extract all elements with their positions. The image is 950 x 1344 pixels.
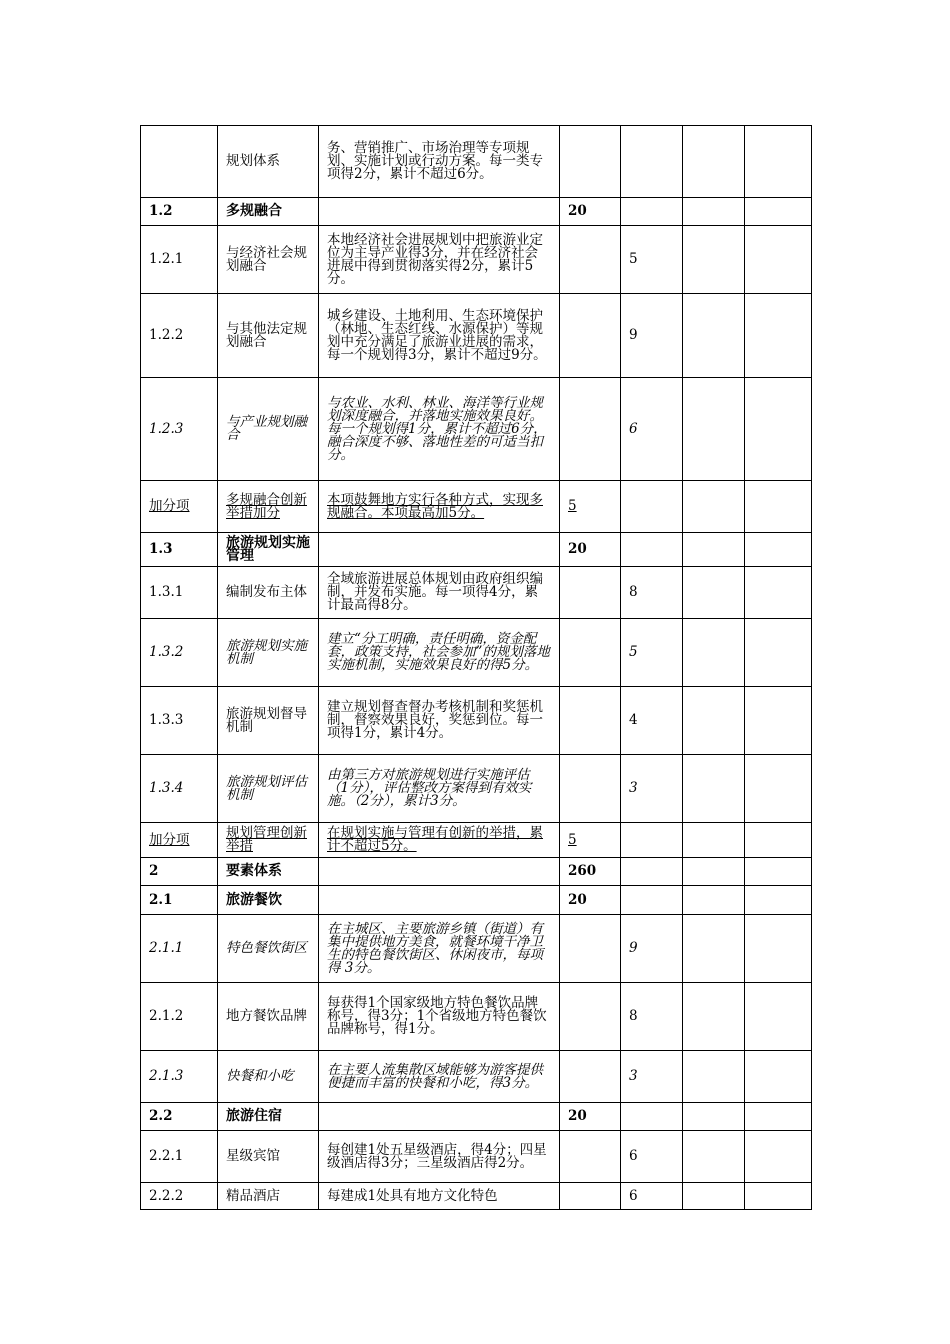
item-name-text: 与其他法定规划融合	[226, 320, 307, 350]
criteria-text: 在主城区、主要旅游乡镇（街道）有集中提供地方美食，就餐环境干净卫生的特色餐饮街区、休闲夜市，每项得 3分。	[327, 920, 543, 976]
item-name-text: 旅游餐饮	[226, 891, 282, 908]
table-row	[141, 533, 812, 567]
item-name-text: 规划体系	[226, 153, 280, 169]
item-code-text: 2.2	[149, 1108, 173, 1124]
item-name-text: 与经济社会规划融合	[226, 244, 307, 274]
empty-cell	[683, 1103, 745, 1131]
criteria-cell	[319, 533, 560, 567]
item-name-text: 多规融合创新举措加分	[226, 491, 307, 521]
item-code-cell	[141, 1183, 218, 1210]
item-score-text: 4	[629, 712, 638, 728]
item-name-cell	[218, 823, 319, 858]
total-score-cell	[560, 983, 621, 1051]
item-code-text: 1.3.1	[149, 584, 184, 600]
item-score-cell	[621, 198, 683, 226]
empty-cell	[683, 1051, 745, 1103]
empty-cell	[745, 1131, 812, 1183]
criteria-text: 与农业、水利、林业、海洋等行业规划深度融合，并落地实施效果良好。每一个规划得1分，累计不超过6分，融合深度不够、落地性差的可适当扣分。	[327, 394, 547, 463]
empty-cell	[683, 226, 745, 294]
item-code-text: 1.2	[149, 203, 173, 219]
empty-cell	[745, 198, 812, 226]
empty-cell	[683, 294, 745, 378]
empty-cell	[683, 915, 745, 983]
item-name-cell	[218, 915, 319, 983]
item-code-cell	[141, 915, 218, 983]
criteria-cell	[319, 1131, 560, 1183]
item-score-cell	[621, 1051, 683, 1103]
item-code-text: 1.2.1	[149, 251, 184, 267]
empty-cell	[745, 1103, 812, 1131]
item-score-text: 6	[629, 1148, 638, 1164]
criteria-text: 建立“分工明确，责任明确，资金配套，政策支持，社会参加”的规划落地实施机制，实施效果良好的得5分。	[327, 631, 550, 673]
empty-cell	[683, 481, 745, 533]
item-name-cell	[218, 1103, 319, 1131]
item-code-text: 1.3	[149, 541, 173, 557]
empty-cell	[683, 755, 745, 823]
item-name-text: 旅游规划实施管理	[226, 534, 310, 564]
total-score-cell	[560, 687, 621, 755]
scoring-table	[140, 125, 812, 1210]
item-score-text: 8	[629, 1008, 638, 1024]
criteria-cell	[319, 755, 560, 823]
item-code-cell	[141, 1103, 218, 1131]
item-name-cell	[218, 858, 319, 886]
table-row	[141, 1103, 812, 1131]
empty-cell	[745, 126, 812, 198]
total-score-cell	[560, 294, 621, 378]
item-score-text: 3	[629, 780, 638, 796]
total-score-text: 20	[568, 1108, 587, 1124]
item-name-cell	[218, 481, 319, 533]
empty-cell	[745, 1183, 812, 1210]
empty-cell	[683, 378, 745, 481]
total-score-cell	[560, 378, 621, 481]
item-name-cell	[218, 619, 319, 687]
item-name-cell	[218, 1131, 319, 1183]
criteria-cell	[319, 1051, 560, 1103]
criteria-cell	[319, 378, 560, 481]
criteria-text: 在规划实施与管理有创新的举措，累计不超过5分。	[327, 825, 543, 854]
total-score-cell	[560, 858, 621, 886]
item-score-text: 3	[629, 1068, 638, 1084]
empty-cell	[683, 1183, 745, 1210]
item-score-cell	[621, 1103, 683, 1131]
criteria-text: 本地经济社会进展规划中把旅游业定位为主导产业得3分，并在经济社会进展中得到贯彻落实得2分，累计5分。	[327, 231, 543, 287]
item-code-text: 1.2.2	[149, 327, 184, 343]
item-name-cell	[218, 226, 319, 294]
item-score-cell	[621, 858, 683, 886]
empty-cell	[745, 755, 812, 823]
item-score-cell	[621, 983, 683, 1051]
criteria-cell	[319, 226, 560, 294]
criteria-text: 全域旅游进展总体规划由政府组织编制，并发布实施。每一项得4分，累计最高得8分。	[327, 571, 543, 613]
item-score-cell	[621, 619, 683, 687]
criteria-cell	[319, 126, 560, 198]
criteria-text: 每创建1处五星级酒店，得4分；四星级酒店得3分；三星级酒店得2分。	[327, 1141, 547, 1171]
empty-cell	[683, 858, 745, 886]
item-name-text: 旅游规划督导机制	[226, 705, 307, 735]
item-code-text: 2.1.1	[149, 940, 184, 956]
table-row	[141, 294, 812, 378]
total-score-cell	[560, 198, 621, 226]
table-row	[141, 858, 812, 886]
empty-cell	[683, 687, 745, 755]
criteria-text: 城乡建设、土地利用、生态环境保护（林地、生态红线、水源保护）等规划中充分满足了旅游业进展的需求，每一个规划得3分，累计不超过9分。	[327, 307, 547, 363]
item-name-cell	[218, 198, 319, 226]
item-code-text: 2.1.2	[149, 1008, 184, 1024]
empty-cell	[745, 687, 812, 755]
item-score-text: 9	[629, 327, 638, 343]
item-code-text: 1.3.2	[149, 644, 184, 660]
empty-cell	[745, 378, 812, 481]
item-score-cell	[621, 755, 683, 823]
table-row	[141, 1183, 812, 1210]
item-code-cell	[141, 1051, 218, 1103]
item-code-cell	[141, 886, 218, 915]
item-score-cell	[621, 126, 683, 198]
item-name-text: 编制发布主体	[226, 584, 307, 600]
item-name-text: 星级宾馆	[226, 1148, 280, 1164]
item-name-cell	[218, 687, 319, 755]
item-code-text: 加分项	[149, 498, 190, 514]
criteria-cell	[319, 619, 560, 687]
item-name-text: 旅游规划实施机制	[226, 637, 307, 667]
item-score-text: 8	[629, 584, 638, 600]
empty-cell	[683, 198, 745, 226]
item-code-cell	[141, 567, 218, 619]
table-body	[141, 126, 812, 1210]
empty-cell	[745, 823, 812, 858]
item-score-text: 5	[629, 251, 638, 267]
empty-cell	[683, 983, 745, 1051]
item-name-text: 要素体系	[226, 863, 282, 879]
criteria-cell	[319, 983, 560, 1051]
total-score-cell	[560, 755, 621, 823]
item-score-cell	[621, 886, 683, 915]
empty-cell	[745, 915, 812, 983]
empty-cell	[745, 858, 812, 886]
item-name-text: 特色餐饮街区	[226, 940, 307, 956]
item-score-cell	[621, 533, 683, 567]
item-code-text: 2.1.3	[149, 1068, 184, 1084]
empty-cell	[683, 886, 745, 915]
table-row	[141, 755, 812, 823]
item-code-text: 1.3.4	[149, 780, 184, 796]
criteria-text: 建立规划督查督办考核机制和奖惩机制，督察效果良好，奖惩到位。每一项得1分，累计4分。	[327, 699, 543, 741]
item-code-cell	[141, 983, 218, 1051]
item-score-text: 6	[629, 420, 638, 437]
criteria-text: 在主要人流集散区域能够为游客提供便捷而丰富的快餐和小吃，得3分。	[327, 1061, 543, 1091]
item-code-cell	[141, 858, 218, 886]
table-row	[141, 1051, 812, 1103]
total-score-cell	[560, 886, 621, 915]
criteria-text: 由第三方对旅游规划进行实施评估（1分），评估整改方案得到有效实施。（2分），累计3分。	[327, 767, 532, 809]
total-score-text: 20	[568, 891, 587, 908]
item-name-text: 旅游规划评估机制	[226, 773, 307, 803]
item-score-cell	[621, 1131, 683, 1183]
total-score-cell	[560, 1051, 621, 1103]
empty-cell	[745, 481, 812, 533]
criteria-cell	[319, 687, 560, 755]
criteria-cell	[319, 294, 560, 378]
item-score-text: 6	[629, 1187, 638, 1204]
empty-cell	[683, 619, 745, 687]
empty-cell	[745, 886, 812, 915]
item-score-cell	[621, 567, 683, 619]
item-code-text: 2	[149, 863, 159, 879]
criteria-cell	[319, 823, 560, 858]
table-row	[141, 915, 812, 983]
empty-cell	[745, 983, 812, 1051]
item-code-cell	[141, 1131, 218, 1183]
item-code-text: 1.2.3	[149, 420, 184, 437]
table-row	[141, 378, 812, 481]
item-score-cell	[621, 378, 683, 481]
empty-cell	[745, 619, 812, 687]
item-score-cell	[621, 823, 683, 858]
item-name-cell	[218, 1183, 319, 1210]
item-name-cell	[218, 533, 319, 567]
item-score-text: 5	[629, 644, 638, 660]
empty-cell	[745, 226, 812, 294]
item-score-text: 9	[629, 940, 638, 956]
item-score-cell	[621, 226, 683, 294]
empty-cell	[683, 567, 745, 619]
total-score-cell	[560, 1183, 621, 1210]
item-name-cell	[218, 1051, 319, 1103]
item-name-text: 多规融合	[226, 203, 282, 219]
item-name-text: 快餐和小吃	[226, 1068, 294, 1084]
item-code-cell	[141, 126, 218, 198]
criteria-text: 本项鼓舞地方实行各种方式，实现多规融合。本项最高加5分。	[327, 491, 543, 521]
empty-cell	[745, 533, 812, 567]
table-row	[141, 1131, 812, 1183]
item-name-text: 旅游住宿	[226, 1108, 282, 1124]
total-score-cell	[560, 226, 621, 294]
total-score-cell	[560, 1103, 621, 1131]
total-score-cell	[560, 1131, 621, 1183]
criteria-cell	[319, 198, 560, 226]
item-name-cell	[218, 983, 319, 1051]
item-code-text: 2.2.1	[149, 1148, 184, 1164]
item-code-text: 加分项	[149, 831, 190, 848]
criteria-cell	[319, 858, 560, 886]
item-code-cell	[141, 823, 218, 858]
item-score-cell	[621, 294, 683, 378]
item-score-cell	[621, 687, 683, 755]
item-score-cell	[621, 481, 683, 533]
item-name-cell	[218, 294, 319, 378]
table-row	[141, 619, 812, 687]
total-score-text: 20	[568, 203, 587, 219]
item-code-cell	[141, 619, 218, 687]
empty-cell	[745, 1051, 812, 1103]
table-row	[141, 126, 812, 198]
total-score-text: 260	[568, 863, 597, 879]
item-code-cell	[141, 294, 218, 378]
total-score-text: 5	[568, 831, 577, 848]
criteria-cell	[319, 1103, 560, 1131]
item-code-cell	[141, 198, 218, 226]
table-row	[141, 198, 812, 226]
total-score-cell	[560, 823, 621, 858]
item-name-cell	[218, 567, 319, 619]
item-code-cell	[141, 378, 218, 481]
item-score-cell	[621, 1183, 683, 1210]
item-code-cell	[141, 687, 218, 755]
empty-cell	[683, 1131, 745, 1183]
criteria-cell	[319, 915, 560, 983]
total-score-cell	[560, 567, 621, 619]
item-name-cell	[218, 378, 319, 481]
empty-cell	[683, 533, 745, 567]
total-score-cell	[560, 915, 621, 983]
item-code-cell	[141, 481, 218, 533]
item-name-text: 规划管理创新举措	[226, 825, 307, 854]
criteria-text: 每获得1个国家级地方特色餐饮品牌称号，得3分；1个省级地方特色餐饮品牌称号，得1分。	[327, 995, 547, 1037]
criteria-cell	[319, 567, 560, 619]
item-name-cell	[218, 886, 319, 915]
criteria-cell	[319, 481, 560, 533]
table-row	[141, 226, 812, 294]
table-row	[141, 481, 812, 533]
empty-cell	[745, 567, 812, 619]
item-code-text: 1.3.3	[149, 712, 184, 728]
table-row	[141, 567, 812, 619]
total-score-cell	[560, 126, 621, 198]
table-row	[141, 983, 812, 1051]
item-code-text: 2.1	[149, 891, 173, 908]
criteria-cell	[319, 1183, 560, 1210]
criteria-text: 每建成1处具有地方文化特色	[327, 1187, 498, 1204]
item-name-text: 与产业规划融合	[226, 414, 307, 443]
item-name-text: 精品酒店	[226, 1187, 280, 1204]
criteria-text: 务、营销推广、市场治理等专项规划、实施计划或行动方案。每一类专项得2分，累计不超过6分。	[327, 140, 543, 182]
total-score-text: 20	[568, 541, 587, 557]
total-score-cell	[560, 533, 621, 567]
item-code-text: 2.2.2	[149, 1187, 184, 1204]
item-name-cell	[218, 126, 319, 198]
item-code-cell	[141, 533, 218, 567]
table-row	[141, 687, 812, 755]
table-row	[141, 823, 812, 858]
criteria-cell	[319, 886, 560, 915]
total-score-cell	[560, 481, 621, 533]
total-score-text: 5	[568, 498, 577, 514]
item-code-cell	[141, 755, 218, 823]
item-score-cell	[621, 915, 683, 983]
total-score-cell	[560, 619, 621, 687]
item-code-cell	[141, 226, 218, 294]
item-name-text: 地方餐饮品牌	[226, 1008, 307, 1024]
empty-cell	[745, 294, 812, 378]
table-row	[141, 886, 812, 915]
item-name-cell	[218, 755, 319, 823]
empty-cell	[683, 823, 745, 858]
empty-cell	[683, 126, 745, 198]
